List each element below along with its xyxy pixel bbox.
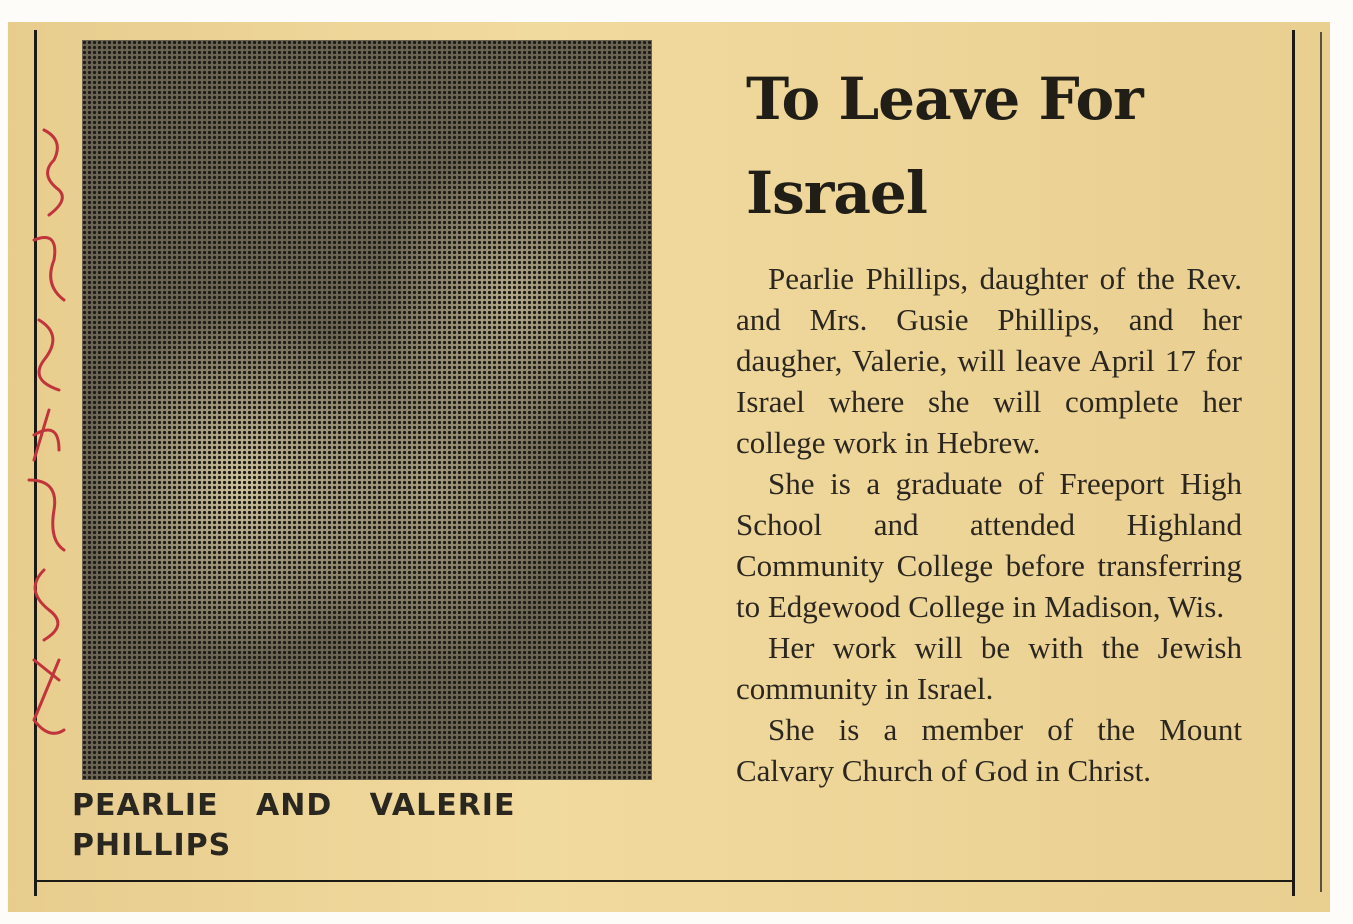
headline: To Leave For Israel [746,65,1143,227]
article-body [736,258,1242,791]
article-paragraph: She is a member of the Mount Calvary Church of God in Christ. [736,712,1242,788]
bottom-rule [36,880,1292,882]
article-paragraph: Her work will be with the Jewish community in Israel. [736,630,1242,706]
right-column-rule [1292,30,1295,896]
handwritten-annotation [14,120,74,760]
article-paragraph: She is a graduate of Freeport High School and attended Highland Community College before transferring to Edgewood College in Madison, Wis. [736,466,1242,624]
halftone-photo [82,40,652,780]
article-paragraph: Pearlie Phillips, daughter of the Rev. and Mrs. Gusie Phillips, and her daugher, Valerie, will leave April 17 for Israel where she will complete her college work in Hebrew. [736,261,1242,460]
photo-caption: PEARLIE AND VALERIE PHILLIPS [72,788,516,863]
edge-rule [1320,32,1322,892]
